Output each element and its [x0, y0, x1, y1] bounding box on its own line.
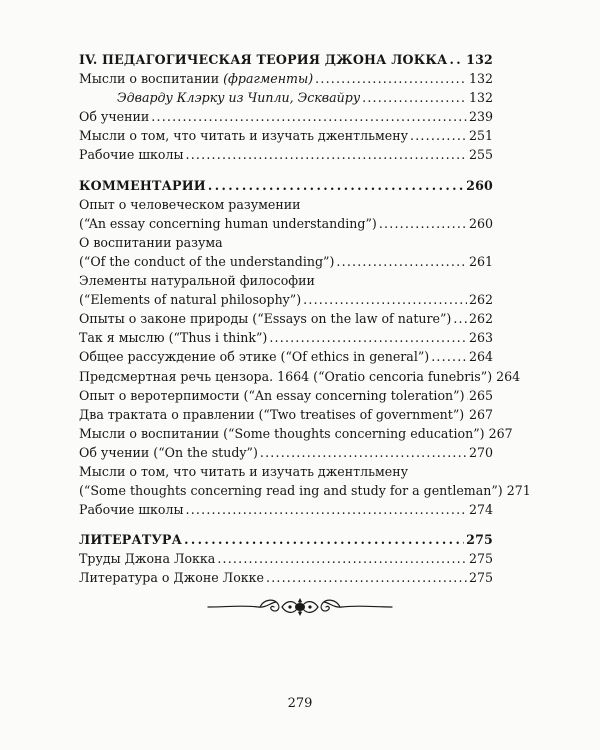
- toc-entry-title: Мысли о том, что читать и изучать джентльмену: [79, 128, 408, 144]
- toc-entry-title: (“Of the conduct of the understanding”): [79, 253, 335, 269]
- decorative-flourish-icon: [206, 595, 394, 619]
- toc-entry[interactable]: [79, 500, 493, 519]
- dot-leader: [208, 176, 464, 195]
- toc-entry-title: Предсмертная речь цензора. 1664 (“Oratio cencoria funebris”): [79, 368, 493, 384]
- toc-entry-page: 263: [468, 330, 493, 346]
- dot-leader: [186, 145, 467, 164]
- toc-entry-title-italic: (фрагменты): [223, 71, 314, 87]
- toc-section-commentaries: [79, 176, 531, 520]
- toc-heading-page: 275: [466, 532, 493, 548]
- dot-leader: [379, 214, 467, 233]
- toc-heading-page: 260: [466, 177, 493, 193]
- toc-entry-page: 275: [468, 551, 493, 567]
- toc-entry[interactable]: [79, 481, 531, 500]
- toc-entry-title: Об учении (“On the study”): [79, 444, 258, 460]
- toc-heading-page: 132: [466, 52, 493, 67]
- toc-entry-first-line[interactable]: Мысли о том, что читать и изучать джентльмену: [79, 463, 408, 479]
- toc-entry[interactable]: [79, 214, 493, 233]
- toc-entry-page: 239: [468, 109, 493, 125]
- dot-leader: [431, 347, 467, 366]
- dot-leader: [449, 50, 464, 69]
- dot-leader: [410, 126, 467, 145]
- toc-entry-page: 275: [468, 570, 493, 586]
- dot-leader: [151, 107, 467, 126]
- dot-leader: [184, 530, 464, 549]
- toc-entry-page: 261: [468, 253, 493, 269]
- toc-entry-title: Общее рассуждение об этике (“Of ethics in general”): [79, 349, 430, 365]
- toc-entry-page: 270: [468, 444, 493, 460]
- toc-entry[interactable]: [79, 424, 513, 443]
- toc-entry-page: 267: [488, 425, 513, 441]
- dot-leader: [260, 443, 467, 462]
- toc-entry-title: Рабочие школы: [79, 147, 184, 163]
- toc-entry[interactable]: [79, 367, 521, 386]
- toc-entry[interactable]: [79, 549, 493, 568]
- toc-heading-title: КОММЕНТАРИИ: [79, 177, 206, 193]
- toc-section-pedagogical-theory: [79, 50, 493, 165]
- dot-leader: [336, 252, 467, 271]
- toc-entry[interactable]: [79, 107, 493, 126]
- toc-entry[interactable]: [79, 126, 493, 145]
- toc-entry-title: Литература о Джоне Локке: [79, 570, 264, 586]
- page-number: 279: [287, 696, 313, 711]
- dot-leader: [362, 88, 467, 107]
- toc-entry-title: Труды Джона Локка: [79, 551, 216, 567]
- toc-entry-first-line[interactable]: О воспитании разума: [79, 234, 223, 250]
- dot-leader: [269, 328, 467, 347]
- dot-leader: [466, 405, 467, 424]
- toc-entry-page: 262: [468, 311, 493, 327]
- toc-entry-page: 260: [468, 215, 493, 231]
- toc-entry[interactable]: [79, 347, 493, 366]
- toc-section-literature: [79, 530, 493, 587]
- toc-entry-title: Так я мыслю (“Thus i think”): [79, 330, 268, 346]
- toc-entry[interactable]: [79, 328, 493, 347]
- toc-entry[interactable]: [79, 386, 493, 405]
- toc-entry-page: 265: [468, 387, 493, 403]
- toc-entry-title: Мысли о воспитании (“Some thoughts concerning education”): [79, 425, 485, 441]
- toc-heading-title: IV. ПЕДАГОГИЧЕСКАЯ ТЕОРИЯ ДЖОНА ЛОККА: [79, 52, 448, 67]
- dot-leader: [266, 568, 467, 587]
- table-of-contents: [79, 50, 531, 599]
- toc-entry-title: (“Elements of natural philosophy”): [79, 292, 302, 308]
- toc-entry[interactable]: [79, 309, 493, 328]
- toc-entry[interactable]: [79, 145, 493, 164]
- toc-heading-title: ЛИТЕРАТУРА: [79, 532, 183, 548]
- toc-entry[interactable]: [79, 252, 493, 271]
- toc-entry-page: 264: [496, 368, 521, 384]
- toc-heading[interactable]: [79, 50, 493, 69]
- toc-entry-title: Опыты о законе природы (“Essays on the law of nature”): [79, 311, 452, 327]
- toc-entry-title: Опыт о веротерпимости (“An essay concerning toleration”): [79, 387, 465, 403]
- toc-entry-title: Два трактата о правлении (“Two treatises of government”): [79, 406, 465, 422]
- toc-entry[interactable]: [79, 443, 493, 462]
- toc-heading[interactable]: [79, 530, 493, 549]
- toc-entry-title: Об учении: [79, 109, 150, 125]
- toc-entry-title: (“An essay concerning human understanding”): [79, 215, 377, 231]
- toc-entry-first-line[interactable]: Опыт о человеческом разумении: [79, 196, 301, 212]
- toc-entry-title: Мысли о воспитании: [79, 71, 220, 87]
- toc-entry-first-line[interactable]: Элементы натуральной философии: [79, 273, 315, 289]
- toc-entry-page: 251: [468, 128, 493, 144]
- toc-entry[interactable]: [79, 568, 493, 587]
- toc-entry-page: 271: [506, 483, 531, 499]
- dot-leader: [315, 69, 467, 88]
- dot-leader: [303, 290, 467, 309]
- toc-entry-title: (“Some thoughts concerning read ing and study for a gentleman”): [79, 483, 503, 499]
- dot-leader: [217, 549, 467, 568]
- toc-entry-page: 264: [468, 349, 493, 365]
- toc-entry-page: 255: [468, 147, 493, 163]
- toc-entry[interactable]: [79, 88, 493, 107]
- toc-entry-page: 132: [468, 90, 493, 106]
- toc-entry[interactable]: [79, 69, 493, 88]
- toc-entry-page: 267: [468, 406, 493, 422]
- toc-entry-page: 262: [468, 292, 493, 308]
- dot-leader: [186, 500, 467, 519]
- toc-entry[interactable]: [79, 290, 493, 309]
- toc-heading[interactable]: [79, 176, 493, 195]
- toc-entry-title: Эдварду Клэрку из Чипли, Эсквайру: [117, 90, 361, 106]
- toc-entry-title: Рабочие школы: [79, 502, 184, 518]
- dot-leader: [453, 309, 467, 328]
- toc-entry-page: 274: [468, 502, 493, 518]
- toc-entry[interactable]: [79, 405, 493, 424]
- toc-entry-page: 132: [468, 71, 493, 87]
